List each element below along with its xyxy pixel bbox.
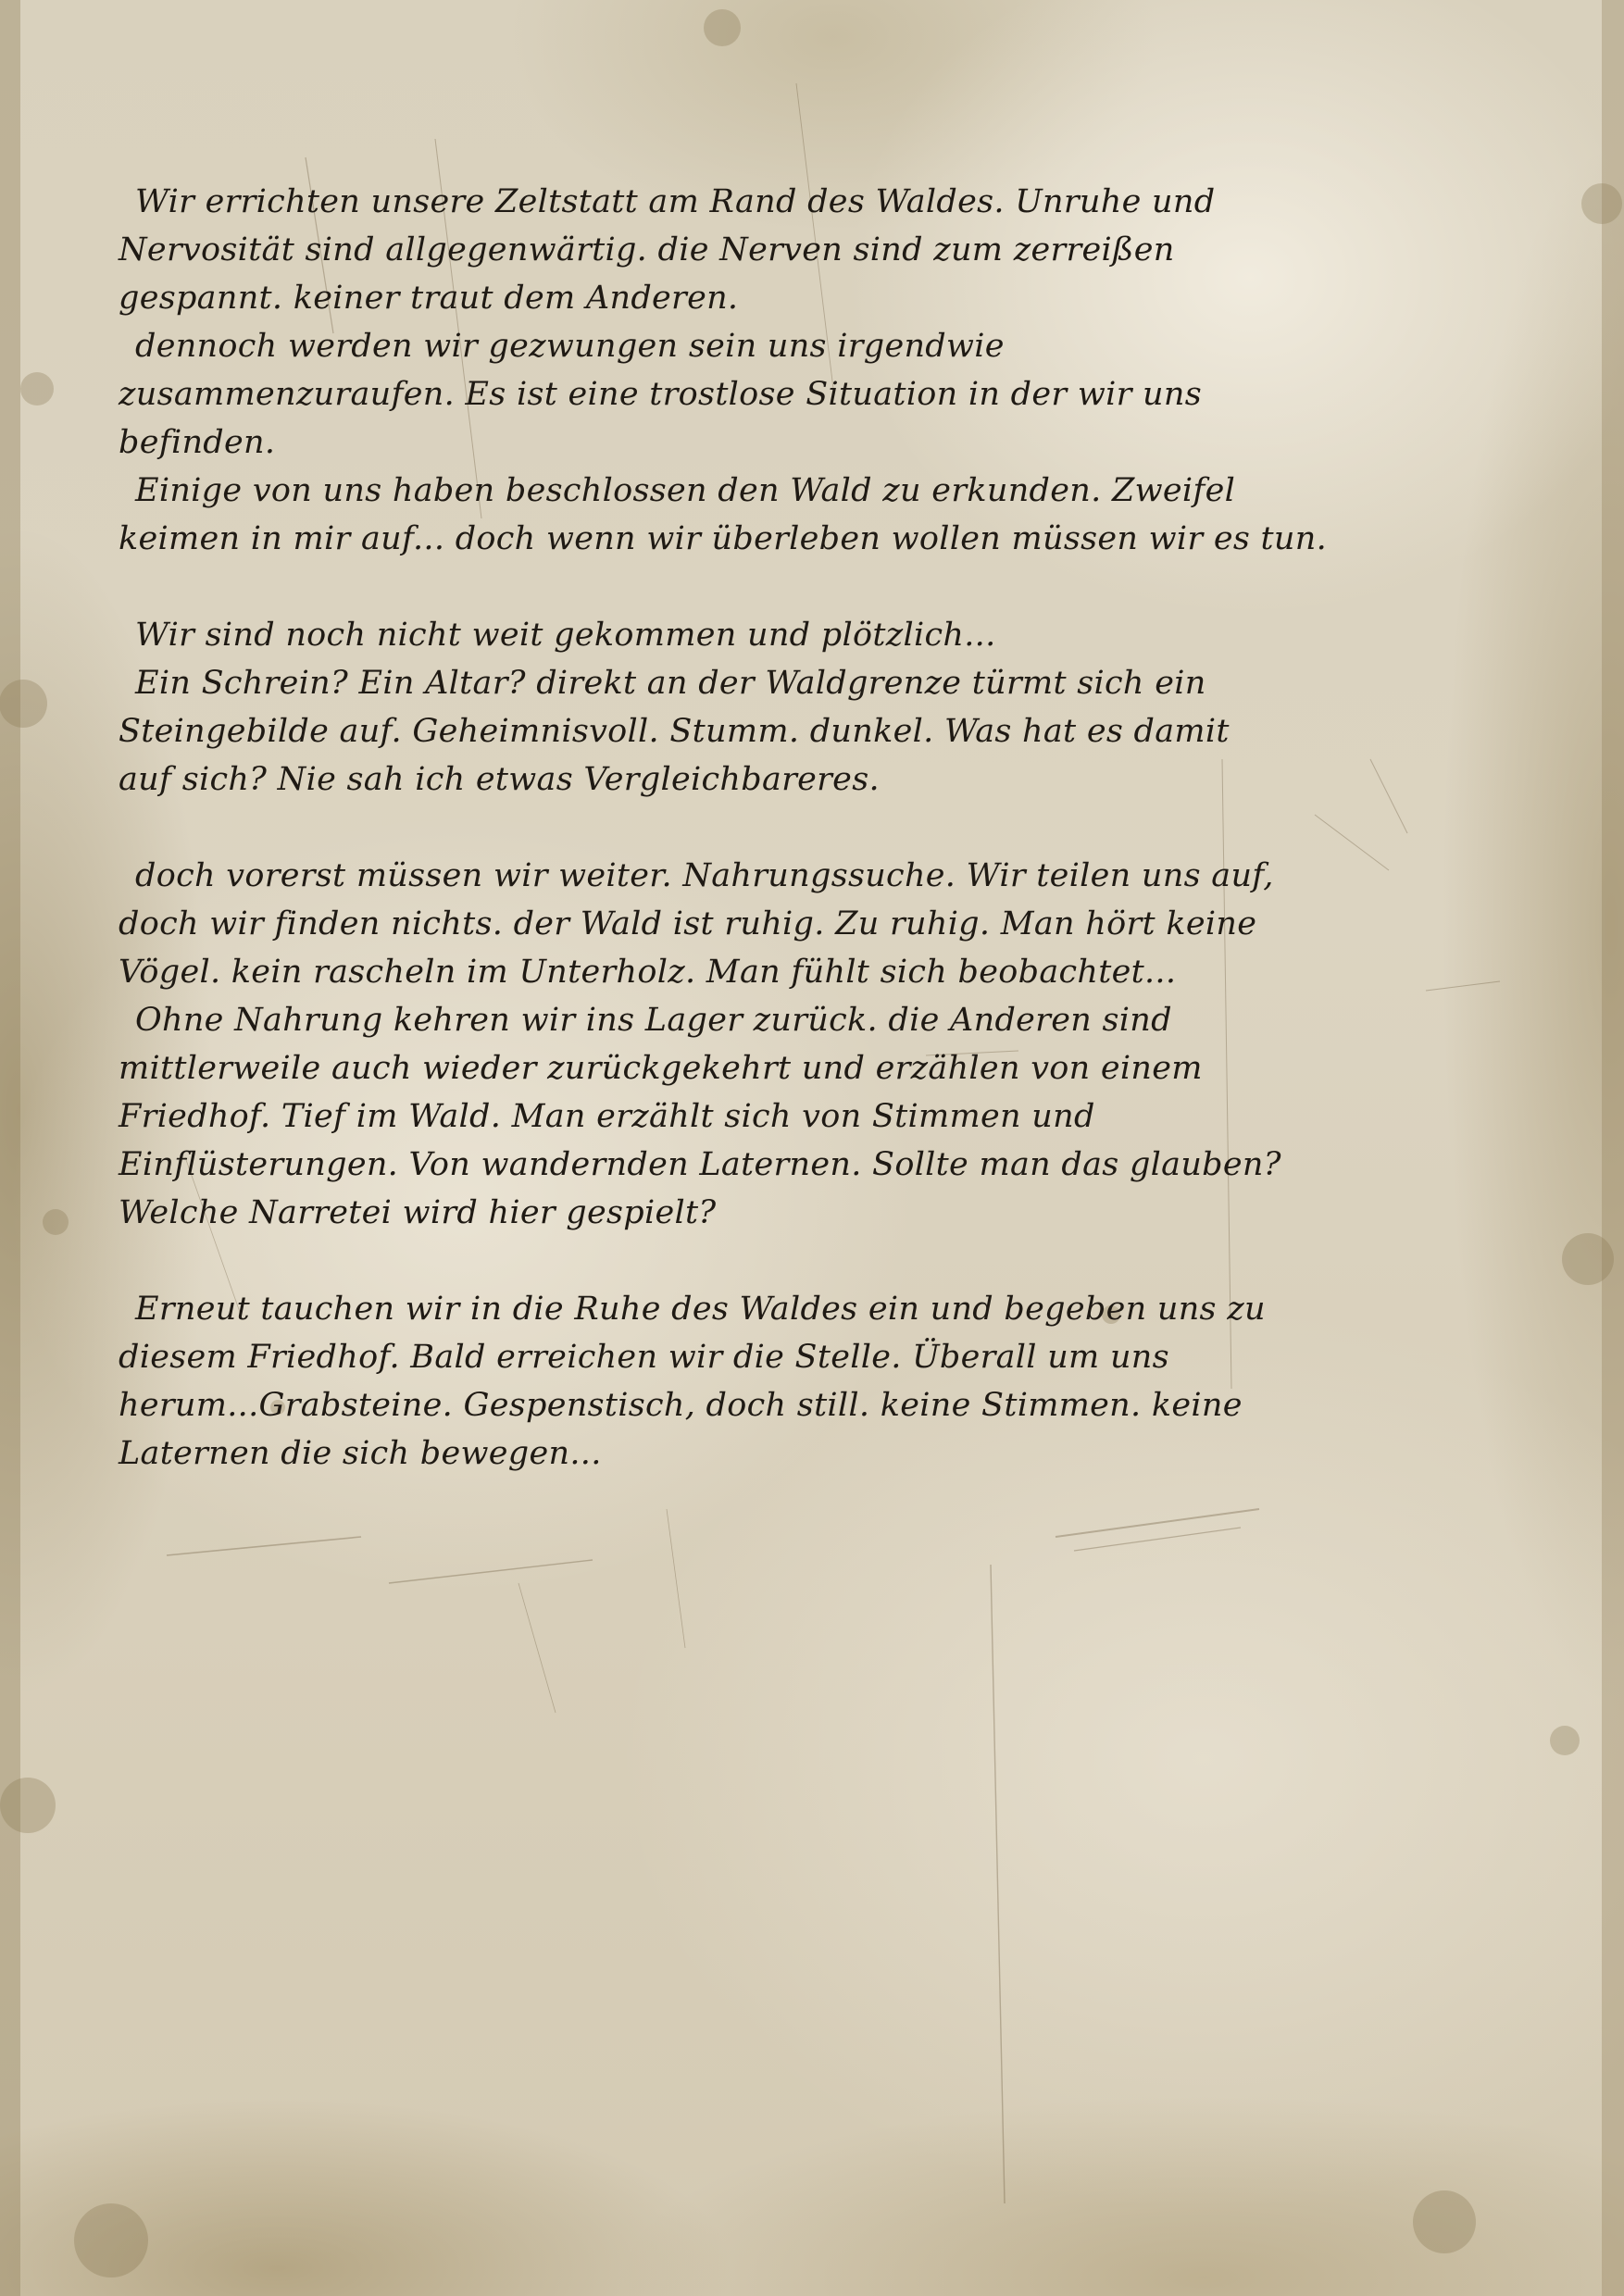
paragraph-gap [119, 804, 1359, 852]
text-line: Steingebilde auf. Geheimnisvoll. Stumm. dunkel. Was hat es damit [119, 713, 1230, 750]
text-line: Laternen die sich bewegen... [119, 1435, 602, 1472]
text-line: Welche Narretei wird hier gespielt? [119, 1194, 717, 1231]
paragraph-gap [119, 563, 1359, 611]
text-line: doch wir finden nichts. der Wald ist ruhig. Zu ruhig. Man hört keine [119, 905, 1257, 942]
text-line: doch vorerst müssen wir weiter. Nahrungssuche. Wir teilen uns auf, [135, 857, 1274, 894]
text-line: Wir errichten unsere Zeltstatt am Rand des Waldes. Unruhe und [135, 183, 1216, 220]
text-line: Nervosität sind allgegenwärtig. die Nerven sind zum zerreißen [119, 231, 1175, 268]
paragraph [119, 322, 1359, 467]
paragraph [119, 996, 1359, 1237]
text-line: auf sich? Nie sah ich etwas Vergleichbareres. [119, 761, 880, 798]
paragraph [119, 467, 1359, 563]
text-line: keimen in mir auf... doch wenn wir überleben wollen müssen wir es tun. [119, 520, 1328, 557]
text-line: diesem Friedhof. Bald erreichen wir die Stelle. Überall um uns [119, 1339, 1169, 1376]
paragraph [119, 611, 1359, 659]
text-line: Einflüsterungen. Von wandernden Laternen. Sollte man das glauben? [119, 1146, 1281, 1183]
text-line: Friedhof. Tief im Wald. Man erzählt sich von Stimmen und [119, 1098, 1095, 1135]
text-line: dennoch werden wir gezwungen sein uns irgendwie [135, 328, 1005, 365]
journal-text [119, 178, 1359, 1478]
text-line: gespannt. keiner traut dem Anderen. [119, 280, 739, 317]
paragraph [119, 178, 1359, 322]
paragraph-gap [119, 1237, 1359, 1285]
text-line: Vögel. kein rascheln im Unterholz. Man fühlt sich beobachtet... [119, 954, 1177, 991]
paragraph [119, 852, 1359, 996]
paragraph [119, 1285, 1359, 1478]
text-line: Wir sind noch nicht weit gekommen und plötzlich... [135, 617, 996, 654]
text-line: Ein Schrein? Ein Altar? direkt an der Waldgrenze türmt sich ein [135, 665, 1206, 702]
paragraph [119, 659, 1359, 804]
text-line: Einige von uns haben beschlossen den Wald zu erkunden. Zweifel [135, 472, 1236, 509]
text-line: herum...Grabsteine. Gespenstisch, doch still. keine Stimmen. keine [119, 1387, 1243, 1424]
text-line: befinden. [119, 424, 276, 461]
text-line: Ohne Nahrung kehren wir ins Lager zurück. die Anderen sind [135, 1002, 1172, 1039]
text-line: mittlerweile auch wieder zurückgekehrt und erzählen von einem [119, 1050, 1203, 1087]
text-line: Erneut tauchen wir in die Ruhe des Waldes ein und begeben uns zu [135, 1291, 1266, 1328]
text-line: zusammenzuraufen. Es ist eine trostlose Situation in der wir uns [119, 376, 1202, 413]
